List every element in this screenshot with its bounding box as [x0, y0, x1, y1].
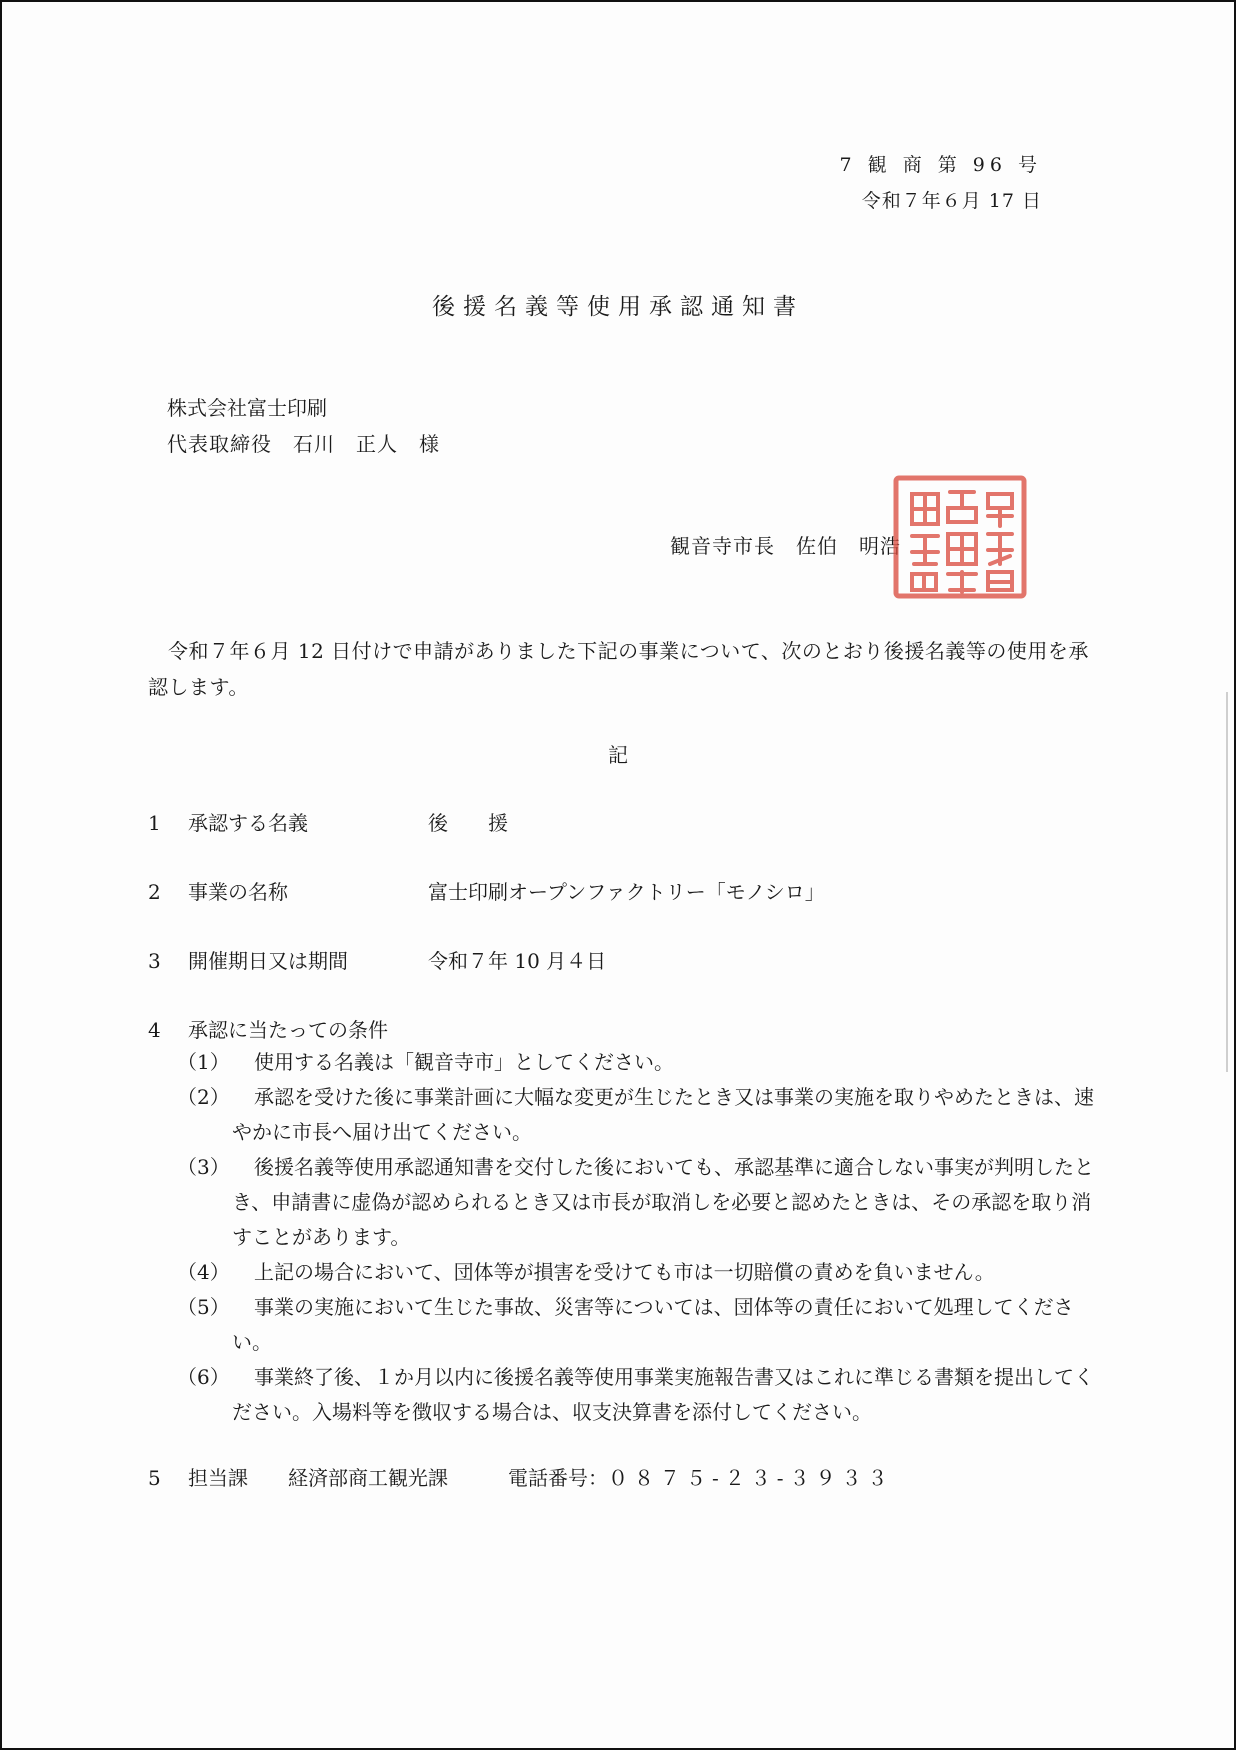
- contact-tel-number: ０８７５-２３-３９３３: [608, 1466, 894, 1490]
- condition-item: [177, 1255, 1097, 1290]
- official-seal-stamp: [890, 472, 1030, 602]
- condition-text: 上記の場合において、団体等が損害を受けても市は一切賠償の責めを負いません。: [254, 1260, 995, 1284]
- document-date: 令和７年６月 17 日: [861, 190, 1042, 212]
- item-contact: [148, 1462, 894, 1491]
- item-event-date: [148, 945, 606, 974]
- item-value: 令和７年 10 月４日: [428, 949, 607, 973]
- recipient-name: 代表取締役 石川 正人 様: [167, 432, 440, 456]
- sender-name: 観音寺市長 佐伯 明浩: [670, 534, 901, 558]
- document-number: 7 観 商 第 96 号: [839, 154, 1042, 176]
- ki-heading: 記: [608, 743, 628, 767]
- item-number: 3: [148, 949, 161, 973]
- condition-text: 承認を受けた後に事業計画に大幅な変更が生じたとき又は事業の実施を取りやめたときは、速やかに市長へ届け出てください。: [232, 1085, 1094, 1144]
- condition-text: 後援名義等使用承認通知書を交付した後においても、承認基準に適合しない事実が判明したとき、申請書に虚偽が認められるとき又は市長が取消しを必要と認めたときは、その承認を取り消すことがあります。: [232, 1155, 1094, 1249]
- condition-number: （4）: [177, 1260, 230, 1284]
- condition-number: （1）: [177, 1050, 230, 1074]
- item-conditions-heading: [148, 1014, 428, 1043]
- condition-item: [177, 1290, 1097, 1360]
- condition-number: （2）: [177, 1085, 230, 1109]
- item-number: 5: [148, 1466, 161, 1490]
- item-label: 事業の名称: [188, 880, 288, 904]
- contact-tel-label: 電話番号：: [508, 1466, 608, 1490]
- condition-text: 事業終了後、１か月以内に後援名義等使用事業実施報告書又はこれに準じる書類を提出してください。入場料等を徴収する場合は、収支決算書を添付してください。: [232, 1365, 1094, 1424]
- item-number: 1: [148, 811, 161, 835]
- item-label: 開催期日又は期間: [188, 949, 348, 973]
- seal-graphic: [890, 472, 1030, 602]
- item-project-name: [148, 876, 825, 905]
- item-value: 富士印刷オープンファクトリー「モノシロ」: [428, 880, 825, 904]
- intro-paragraph: 令和７年６月 12 日付けで申請がありました下記の事業について、次のとおり後援名義等の使用を承認します。: [148, 639, 1089, 699]
- condition-number: （3）: [177, 1155, 230, 1179]
- condition-number: （5）: [177, 1295, 230, 1319]
- recipient-company: 株式会社富士印刷: [167, 396, 327, 420]
- condition-item: [177, 1360, 1097, 1430]
- item-number: 2: [148, 880, 161, 904]
- condition-item: [177, 1080, 1097, 1150]
- item-label: 承認に当たっての条件: [188, 1018, 388, 1042]
- item-number: 4: [148, 1018, 161, 1042]
- contact-label: 担当課: [188, 1466, 248, 1490]
- conditions-list: [177, 1045, 1097, 1430]
- item-value: 後 援: [428, 811, 508, 835]
- contact-department: 経済部商工観光課: [288, 1466, 448, 1490]
- condition-text: 事業の実施において生じた事故、災害等については、団体等の責任において処理してください。: [232, 1295, 1074, 1354]
- condition-text: 使用する名義は「観音寺市」としてください。: [254, 1050, 674, 1074]
- condition-number: （6）: [177, 1365, 230, 1389]
- condition-item: [177, 1150, 1097, 1255]
- condition-item: [177, 1045, 1097, 1080]
- item-label: 承認する名義: [188, 811, 308, 835]
- document-title: 後援名義等使用承認通知書: [432, 294, 804, 320]
- item-approved-title: [148, 807, 508, 836]
